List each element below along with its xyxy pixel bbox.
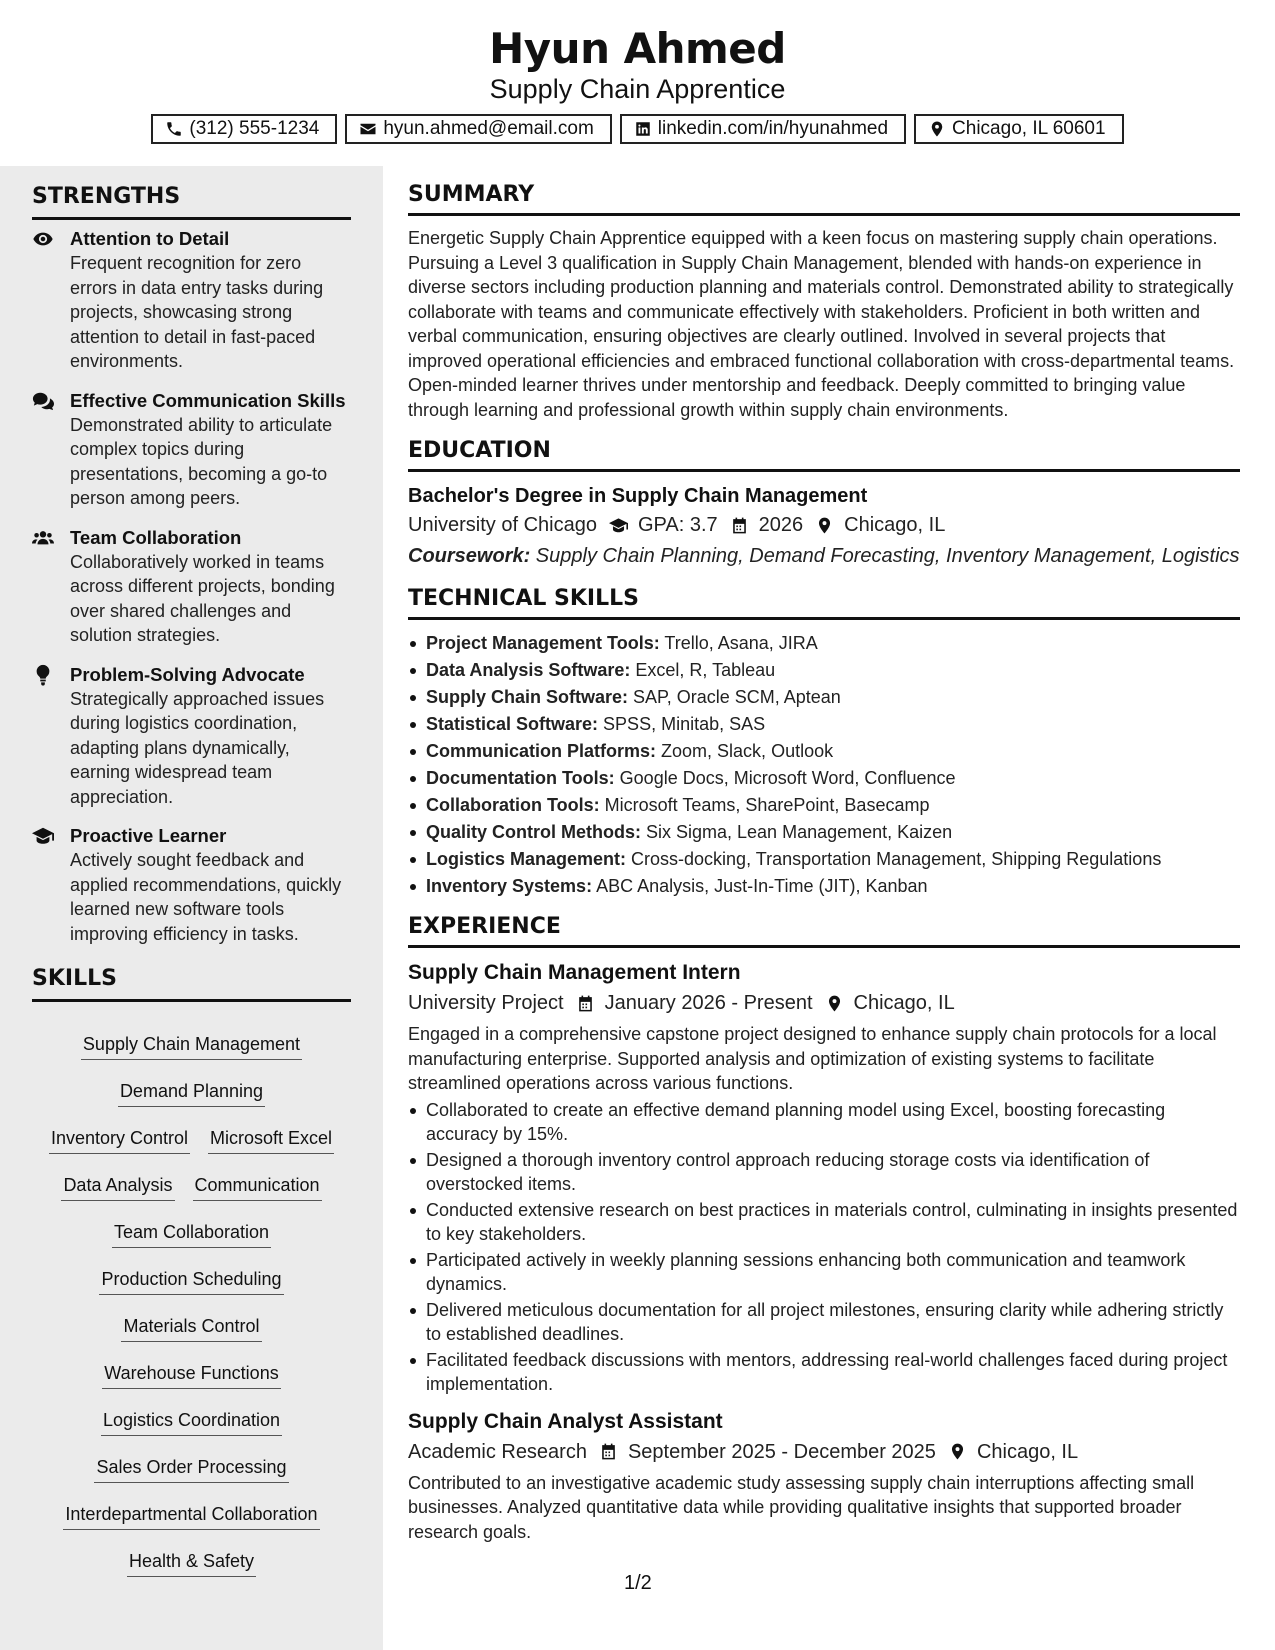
tech-skill-value: Zoom, Slack, Outlook bbox=[656, 741, 834, 761]
tech-skill-value: Trello, Asana, JIRA bbox=[659, 633, 818, 653]
job-bullet: Facilitated feedback discussions with mentors, addressing real-world challenges faced during project implementation. bbox=[408, 1348, 1240, 1397]
job-dates: January 2026 - Present bbox=[604, 992, 813, 1014]
skill-tag: Interdepartmental Collaboration bbox=[63, 1502, 319, 1530]
calendar-icon bbox=[599, 1442, 618, 1461]
skill-tag: Materials Control bbox=[121, 1314, 261, 1342]
contact-phone[interactable] bbox=[151, 114, 337, 144]
strengths-list bbox=[32, 226, 352, 960]
skill-tag: Demand Planning bbox=[118, 1079, 265, 1107]
candidate-name: Hyun Ahmed bbox=[489, 24, 786, 73]
job-bullet: Participated actively in weekly planning sessions enhancing both communication and teamwork dynamics. bbox=[408, 1248, 1240, 1297]
envelope-icon bbox=[359, 120, 377, 138]
skill-tag: Production Scheduling bbox=[99, 1267, 283, 1295]
job-bullet: Delivered meticulous documentation for all project milestones, ensuring clarity while adhering strictly to established deadlines. bbox=[408, 1298, 1240, 1347]
summary-text: Energetic Supply Chain Apprentice equipped with a keen focus on mastering supply chain operations. Pursuing a Level 3 qualification in Supply Chain Management, blended with hands-on experience in diverse sectors including production planning and materials control. Demonstrated ability to strategically collaborate with teams and communicate effectively with stakeholders. Proficient in both written and verbal communication, ensuring objectives are clearly outlined. Involved in several projects that improved operational efficiencies and embraced functional collaboration with cross-departmental teams. Open-minded learner thrives under mentorship and feedback. Deeply committed to bringing value through learning and professional growth within supply chain environments. bbox=[408, 228, 1235, 420]
tech-skill-value: Microsoft Teams, SharePoint, Basecamp bbox=[599, 795, 930, 815]
job-meta bbox=[408, 1437, 1240, 1467]
sidebar bbox=[0, 166, 383, 1650]
tech-skill-item bbox=[408, 846, 1240, 873]
tech-skill-value: Excel, R, Tableau bbox=[630, 660, 776, 680]
strength-item bbox=[32, 662, 352, 810]
job-org: Academic Research bbox=[408, 1440, 587, 1463]
tech-skill-label: Supply Chain Software: bbox=[426, 687, 629, 707]
skills-heading: SKILLS bbox=[32, 966, 351, 1002]
phone-icon bbox=[165, 120, 183, 138]
map-pin-icon bbox=[825, 994, 844, 1013]
skill-tag: Sales Order Processing bbox=[94, 1455, 288, 1483]
job-bullet: Designed a thorough inventory control approach reducing storage costs via identification of overstocked items. bbox=[408, 1148, 1240, 1197]
strength-desc: Actively sought feedback and applied recommendations, quickly learned new software tools improving efficiency in tasks. bbox=[70, 850, 342, 944]
skill-tag: Team Collaboration bbox=[112, 1220, 271, 1248]
contact-location[interactable] bbox=[914, 114, 1124, 144]
job-title: Supply Chain Management Intern bbox=[408, 961, 741, 984]
job-location: Chicago, IL bbox=[853, 992, 955, 1014]
tech-skill-label: Data Analysis Software: bbox=[426, 660, 631, 680]
strength-title: Effective Communication Skills bbox=[70, 389, 346, 411]
tech-skill-item bbox=[408, 873, 1240, 900]
coursework-text: Supply Chain Planning, Demand Forecasting, Inventory Management, Logistics bbox=[530, 545, 1240, 567]
education-year: 2026 bbox=[758, 514, 804, 536]
tech-skill-item bbox=[408, 792, 1240, 819]
skill-tag: Warehouse Functions bbox=[102, 1361, 280, 1389]
resume-header bbox=[0, 0, 1275, 166]
graduation-cap-icon bbox=[32, 825, 54, 847]
job-bullets bbox=[408, 1098, 1240, 1397]
users-icon bbox=[32, 527, 54, 549]
tech-skill-label: Collaboration Tools: bbox=[426, 795, 600, 815]
job-bullet: Collaborated to create an effective demand planning model using Excel, boosting forecasting accuracy by 15%. bbox=[408, 1098, 1240, 1147]
tech-skill-item bbox=[408, 630, 1240, 657]
job-dates: September 2025 - December 2025 bbox=[627, 1440, 936, 1463]
comments-icon bbox=[32, 390, 54, 412]
phone-text: (312) 555-1234 bbox=[189, 118, 320, 139]
skill-tag: Inventory Control bbox=[49, 1126, 190, 1154]
experience-entry bbox=[408, 1407, 1240, 1545]
education-school: University of Chicago bbox=[408, 514, 597, 536]
summary-heading: SUMMARY bbox=[408, 182, 1240, 216]
tech-skill-label: Logistics Management: bbox=[426, 849, 627, 869]
main-content bbox=[408, 166, 1240, 1544]
experience-entry bbox=[408, 958, 1240, 1397]
education-gpa: GPA: 3.7 bbox=[637, 514, 718, 536]
tech-skill-value: SAP, Oracle SCM, Aptean bbox=[628, 687, 841, 707]
strength-desc: Frequent recognition for zero errors in data entry tasks during projects, showcasing strong attention to detail in fast-paced environments. bbox=[70, 253, 324, 371]
tech-skill-item bbox=[408, 765, 1240, 792]
calendar-icon bbox=[576, 994, 595, 1013]
tech-skill-label: Communication Platforms: bbox=[426, 741, 657, 761]
tech-skill-label: Project Management Tools: bbox=[426, 633, 660, 653]
calendar-icon bbox=[730, 516, 749, 535]
skill-tag: Microsoft Excel bbox=[208, 1126, 334, 1154]
strength-item bbox=[32, 226, 352, 374]
tech-skill-value: ABC Analysis, Just-In-Time (JIT), Kanban bbox=[592, 876, 928, 896]
tech-skill-item bbox=[408, 657, 1240, 684]
strength-desc: Strategically approached issues during logistics coordination, adapting plans dynamically, earning widespread team appreciation. bbox=[70, 688, 325, 807]
skill-tag: Logistics Coordination bbox=[101, 1408, 282, 1436]
education-degree: Bachelor's Degree in Supply Chain Management bbox=[408, 485, 868, 507]
tech-skill-label: Quality Control Methods: bbox=[426, 822, 641, 842]
job-description: Contributed to an investigative academic study assessing supply chain interruptions affecting small businesses. Analyzed quantitative data while providing qualitative insights that supported broader research goals. bbox=[408, 1472, 1195, 1542]
strength-item bbox=[32, 525, 352, 648]
page-number: 1/2 bbox=[624, 1572, 652, 1594]
tech-skill-value: Six Sigma, Lean Management, Kaizen bbox=[641, 822, 953, 842]
strength-desc: Demonstrated ability to articulate complex topics during presentations, becoming a go-to person among peers. bbox=[70, 414, 333, 508]
strength-title: Proactive Learner bbox=[70, 825, 227, 846]
strengths-heading: STRENGTHS bbox=[32, 184, 351, 220]
job-meta bbox=[408, 988, 1240, 1018]
lightbulb-icon bbox=[32, 664, 54, 686]
skill-tag: Supply Chain Management bbox=[81, 1032, 302, 1060]
job-title: Supply Chain Analyst Assistant bbox=[408, 1409, 723, 1433]
skill-tag: Health & Safety bbox=[127, 1549, 256, 1577]
tech-skill-item bbox=[408, 684, 1240, 711]
coursework-label: Coursework: bbox=[408, 545, 531, 567]
linkedin-icon bbox=[634, 120, 652, 138]
contact-bar bbox=[0, 114, 1275, 144]
job-org: University Project bbox=[408, 992, 564, 1014]
education-heading: EDUCATION bbox=[408, 438, 1240, 472]
technical-skills-list bbox=[408, 630, 1240, 900]
map-pin-icon bbox=[928, 120, 946, 138]
job-bullet: Conducted extensive research on best practices in materials control, culminating in insights presented to key stakeholders. bbox=[408, 1198, 1240, 1247]
location-text: Chicago, IL 60601 bbox=[952, 118, 1106, 139]
tech-skill-label: Statistical Software: bbox=[426, 714, 599, 734]
job-location: Chicago, IL bbox=[976, 1440, 1079, 1463]
tech-skill-item bbox=[408, 711, 1240, 738]
tech-skill-label: Inventory Systems: bbox=[426, 876, 593, 896]
skill-tag: Data Analysis bbox=[61, 1173, 174, 1201]
map-pin-icon bbox=[815, 516, 834, 535]
strength-desc: Collaboratively worked in teams across different projects, bonding over shared challenges and solution strategies. bbox=[70, 551, 335, 645]
job-description: Engaged in a comprehensive capstone project designed to enhance supply chain protocols for a local manufacturing enterprise. Supported analysis and optimization of existing systems to facilitate streamlined operations across various functions. bbox=[408, 1024, 1217, 1093]
education-coursework bbox=[408, 540, 1240, 572]
map-pin-icon bbox=[948, 1442, 967, 1461]
contact-linkedin[interactable] bbox=[620, 114, 906, 144]
email-text: hyun.ahmed@email.com bbox=[383, 118, 594, 139]
graduation-cap-icon bbox=[609, 516, 628, 535]
tech-skill-label: Documentation Tools: bbox=[426, 768, 615, 788]
tech-skill-value: Cross-docking, Transportation Management, Shipping Regulations bbox=[626, 849, 1162, 869]
tech-skill-item bbox=[408, 738, 1240, 765]
contact-email[interactable] bbox=[345, 114, 611, 144]
linkedin-text: linkedin.com/in/hyunahmed bbox=[657, 118, 889, 139]
experience-heading: EXPERIENCE bbox=[408, 914, 1240, 948]
strength-title: Team Collaboration bbox=[70, 526, 242, 548]
technical-skills-heading: TECHNICAL SKILLS bbox=[408, 586, 1240, 620]
education-meta bbox=[408, 510, 1240, 540]
education-location: Chicago, IL bbox=[844, 514, 946, 536]
strength-title: Problem-Solving Advocate bbox=[70, 663, 305, 685]
tech-skill-value: Google Docs, Microsoft Word, Confluence bbox=[614, 768, 956, 788]
eye-icon bbox=[32, 228, 54, 250]
tech-skill-value: SPSS, Minitab, SAS bbox=[598, 714, 766, 734]
candidate-role: Supply Chain Apprentice bbox=[489, 74, 786, 104]
strength-item bbox=[32, 388, 352, 511]
strength-item bbox=[32, 823, 352, 946]
strength-title: Attention to Detail bbox=[70, 228, 230, 249]
skills-list bbox=[32, 1024, 351, 1588]
tech-skill-item bbox=[408, 819, 1240, 846]
skill-tag: Communication bbox=[193, 1173, 322, 1201]
